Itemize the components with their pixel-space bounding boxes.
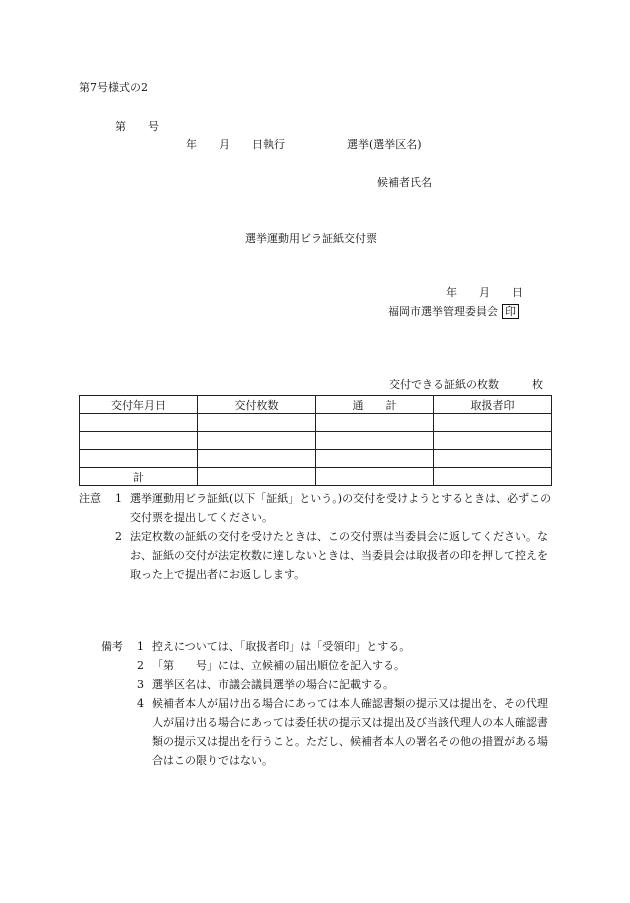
seal-mark: 印	[502, 304, 519, 319]
notes-section	[0, 489, 630, 589]
election-line: 選挙(選挙区名)	[347, 138, 422, 151]
table-cell	[434, 432, 552, 450]
table-row	[80, 432, 552, 450]
number-line: 第 号	[115, 120, 159, 133]
remark-number: 2	[137, 659, 144, 672]
table-cell	[80, 432, 198, 450]
date-line: 年 月 日執行	[186, 138, 285, 151]
table-cell	[434, 450, 552, 468]
remark-text: 控えについては、「取扱者印」は「受領印」とする。	[152, 640, 411, 653]
table-header-row	[80, 396, 552, 414]
total-row	[80, 468, 552, 486]
issuer-name: 福岡市選挙管理委員会	[388, 305, 498, 318]
table-cell	[434, 468, 552, 486]
table-cell	[316, 432, 434, 450]
total-label: 計	[80, 468, 198, 486]
candidate-name-label: 候補者氏名	[377, 176, 432, 189]
remarks-label: 備考	[101, 640, 123, 653]
column-header: 交付枚数	[198, 396, 316, 414]
remark-text: 候補者本人が届け出る場合にあっては本人確認書類の提示又は提出を、その代理人が届け出る場合にあっては委任状の提示又は提出及び当該代理人の本人確認書類の提示又は提出を行うこと。ただし、候補者本人の署名その他の措置がある場合はこの限りではない。	[152, 697, 548, 767]
remark-text: 「第 号」には、立候補の届出順位を記入する。	[152, 659, 405, 672]
table-row	[80, 414, 552, 432]
table-cell	[316, 414, 434, 432]
allowance-label: 交付できる証紙の枚数 枚	[389, 378, 543, 391]
table-cell	[434, 414, 552, 432]
note-text: 選挙運動用ビラ証紙(以下「証紙」という。)の交付を受けようとするときは、必ずこの交付票を提出してください。	[130, 492, 552, 524]
table-cell	[316, 468, 434, 486]
issuance-table	[79, 395, 552, 486]
remark-number: 1	[137, 640, 144, 653]
column-header: 取扱者印	[434, 396, 552, 414]
table-cell	[80, 414, 198, 432]
table-cell	[80, 450, 198, 468]
column-header: 通 計	[316, 396, 434, 414]
issuer	[388, 304, 519, 319]
table-cell	[198, 432, 316, 450]
remark-number: 4	[137, 697, 144, 710]
column-header: 交付年月日	[80, 396, 198, 414]
issue-date: 年 月 日	[446, 286, 523, 299]
remark-number: 3	[137, 678, 144, 691]
form-id: 第7号様式の2	[79, 81, 148, 94]
document-title: 選挙運動用ビラ証紙交付票	[245, 232, 377, 245]
note-text: 法定枚数の証紙の交付を受けたときは、この交付票は当委員会に返してください。なお、証紙の交付が法定枚数に達しないときは、当委員会は取扱者の印を押して控えを取った上で提出者にお返しします。	[130, 530, 548, 581]
table-cell	[198, 450, 316, 468]
remarks-section	[0, 637, 630, 777]
notes-label: 注意	[79, 492, 101, 505]
table-cell	[198, 414, 316, 432]
remark-text: 選挙区名は、市議会議員選挙の場合に記載する。	[152, 678, 394, 691]
table-cell	[316, 450, 434, 468]
table-row	[80, 450, 552, 468]
note-number: 1	[115, 492, 122, 505]
table-cell	[198, 468, 316, 486]
note-number: 2	[115, 530, 122, 543]
